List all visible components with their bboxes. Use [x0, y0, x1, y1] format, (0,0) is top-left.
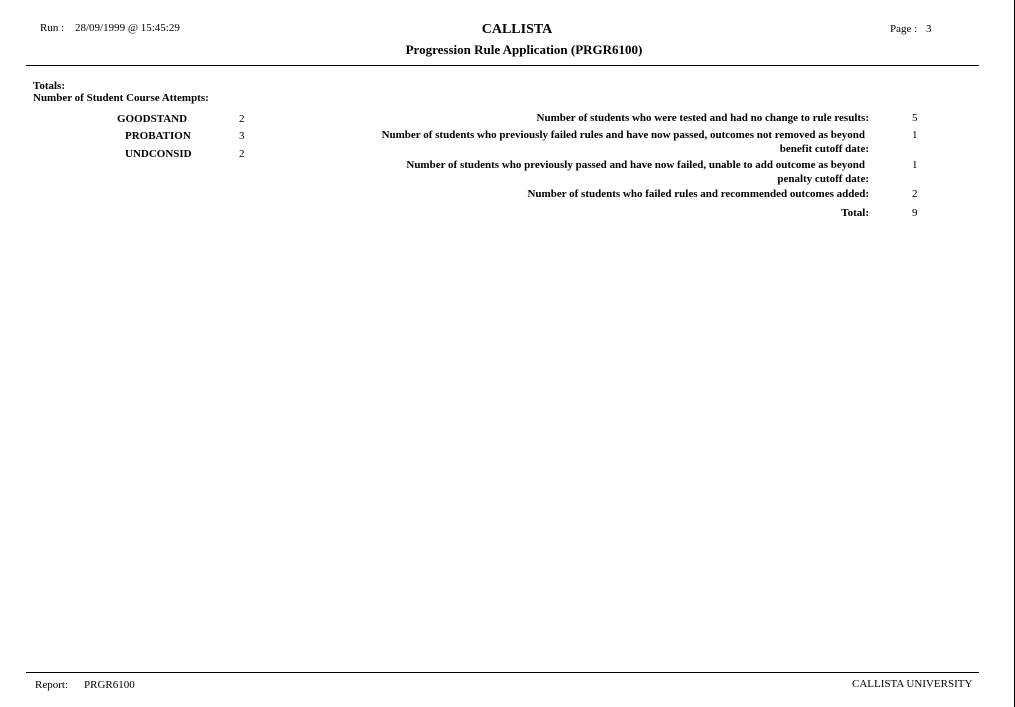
header-divider: [26, 65, 979, 66]
totals-heading: Totals:: [33, 80, 65, 92]
organization-name: CALLISTA UNIVERSITY: [852, 678, 973, 690]
report-title: CALLISTA: [481, 22, 553, 37]
page-number: 3: [926, 23, 932, 35]
status-code: PROBATION: [125, 130, 191, 142]
outcome-description: Number of students who previously passed and have now failed, unable to add outcome as beyond: [406, 159, 865, 171]
run-label: Run :: [40, 22, 65, 34]
outcome-description: Number of students who previously failed rules and have now passed, outcomes not removed as beyond: [381, 129, 865, 141]
status-count: 2: [239, 113, 245, 125]
outcome-description: Number of students who failed rules and recommended outcomes added:: [527, 188, 869, 200]
outcome-value: 5: [912, 112, 918, 124]
page-label: Page :: [890, 23, 918, 35]
status-code: UNDCONSID: [125, 148, 192, 160]
run-timestamp: 28/09/1999 @ 15:45:29: [75, 22, 180, 34]
outcome-value: 1: [912, 159, 918, 171]
report-label: Report:: [35, 679, 68, 691]
outcome-description-continued: penalty cutoff date:: [777, 173, 869, 185]
outcome-value: 2: [912, 188, 918, 200]
outcome-description-continued: benefit cutoff date:: [779, 143, 869, 155]
totals-subheading: Number of Student Course Attempts:: [33, 92, 209, 104]
footer-divider: [26, 672, 979, 673]
report-subtitle: Progression Rule Application (PRGR6100): [405, 42, 643, 57]
outcome-total-value: 9: [912, 207, 918, 219]
outcome-description: Number of students who were tested and had no change to rule results:: [536, 112, 869, 124]
outcome-total-label: Total:: [841, 207, 869, 219]
status-count: 2: [239, 148, 245, 160]
outcome-value: 1: [912, 129, 918, 141]
report-code: PRGR6100: [84, 679, 135, 691]
status-count: 3: [239, 130, 245, 142]
status-code: GOODSTAND: [117, 113, 188, 125]
